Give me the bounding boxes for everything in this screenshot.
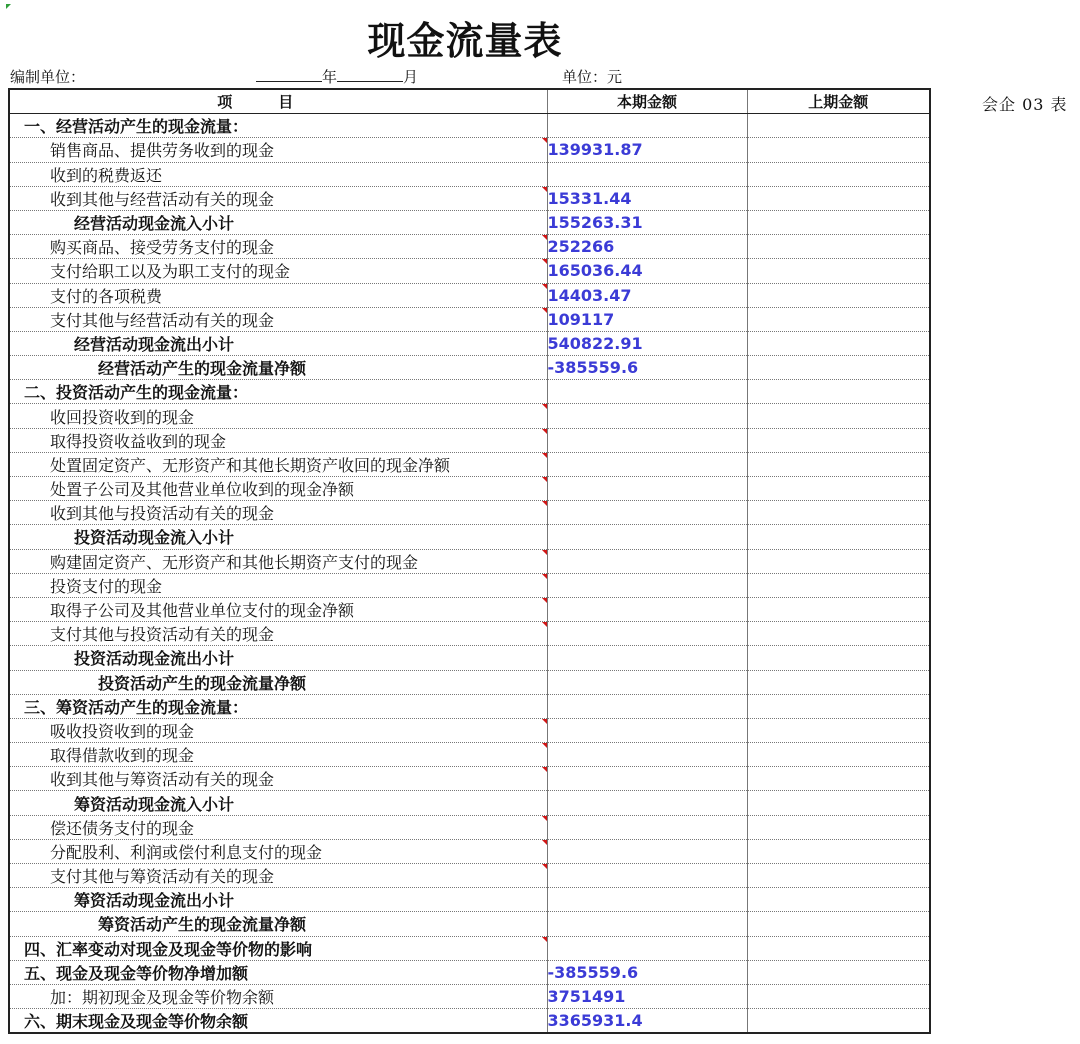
previous-amount-cell[interactable] <box>747 186 930 210</box>
previous-amount-cell[interactable] <box>747 356 930 380</box>
current-amount-cell[interactable] <box>547 743 747 767</box>
previous-amount-cell[interactable] <box>747 984 930 1008</box>
comment-indicator-icon[interactable] <box>542 550 547 555</box>
comment-indicator-icon[interactable] <box>542 501 547 506</box>
current-amount-cell[interactable] <box>547 670 747 694</box>
previous-amount-cell[interactable] <box>747 259 930 283</box>
item-label: 投资支付的现金 <box>50 576 163 596</box>
previous-amount-cell[interactable] <box>747 767 930 791</box>
previous-amount-cell[interactable] <box>747 694 930 718</box>
item-cell[interactable] <box>9 718 547 742</box>
comment-indicator-icon[interactable] <box>542 235 547 240</box>
current-amount-cell[interactable] <box>547 864 747 888</box>
item-label: 投资活动产生的现金流量净额 <box>98 673 307 693</box>
item-cell[interactable] <box>9 549 547 573</box>
table-row <box>9 114 930 138</box>
current-amount-cell[interactable] <box>547 162 747 186</box>
current-amount-cell[interactable] <box>547 622 747 646</box>
item-label: 三、筹资活动产生的现金流量： <box>24 697 249 717</box>
table-row <box>9 622 930 646</box>
current-amount-cell[interactable]: 165036.44 <box>547 259 747 283</box>
previous-amount-cell[interactable] <box>747 210 930 234</box>
table-row <box>9 380 930 404</box>
item-label: 收到的税费返还 <box>50 165 163 185</box>
item-cell[interactable] <box>9 235 547 259</box>
current-amount-cell[interactable] <box>547 501 747 525</box>
table-row <box>9 888 930 912</box>
current-amount-cell[interactable] <box>547 791 747 815</box>
previous-amount-cell[interactable] <box>747 380 930 404</box>
table-row <box>9 307 930 331</box>
item-cell[interactable] <box>9 114 547 138</box>
previous-amount-cell[interactable] <box>747 501 930 525</box>
item-label: 偿还债务支付的现金 <box>50 818 195 838</box>
item-cell[interactable] <box>9 525 547 549</box>
item-label: 投资活动现金流出小计 <box>74 649 235 669</box>
item-cell[interactable] <box>9 501 547 525</box>
current-amount-cell[interactable] <box>547 477 747 501</box>
table-row <box>9 1009 930 1034</box>
table-row <box>9 186 930 210</box>
form-code-label: 会企 03 表 <box>982 95 1068 114</box>
previous-amount-cell[interactable] <box>747 936 930 960</box>
table-row <box>9 428 930 452</box>
table-row <box>9 694 930 718</box>
table-row <box>9 573 930 597</box>
item-cell[interactable] <box>9 573 547 597</box>
item-cell[interactable] <box>9 162 547 186</box>
table-header-row <box>9 89 930 114</box>
item-cell[interactable] <box>9 743 547 767</box>
item-cell[interactable] <box>9 815 547 839</box>
comment-indicator-icon[interactable] <box>542 259 547 264</box>
current-amount-cell[interactable]: 109117 <box>547 307 747 331</box>
current-amount-cell[interactable] <box>547 767 747 791</box>
header-item[interactable]: 项目 <box>9 89 547 114</box>
item-label: 取得投资收益收到的现金 <box>50 431 227 451</box>
item-label: 购建固定资产、无形资产和其他长期资产支付的现金 <box>50 552 419 572</box>
current-amount-cell[interactable] <box>547 815 747 839</box>
item-cell[interactable] <box>9 477 547 501</box>
comment-indicator-icon[interactable] <box>542 453 547 458</box>
current-amount-cell[interactable]: 540822.91 <box>547 331 747 355</box>
cash-flow-table <box>8 88 931 1034</box>
item-cell[interactable] <box>9 138 547 162</box>
comment-indicator-icon[interactable] <box>542 477 547 482</box>
current-amount-cell[interactable]: -385559.6 <box>547 960 747 984</box>
previous-amount-cell[interactable] <box>747 743 930 767</box>
table-row <box>9 815 930 839</box>
year-label: 年 <box>322 68 338 86</box>
previous-amount-cell[interactable] <box>747 162 930 186</box>
item-label: 取得子公司及其他营业单位支付的现金净额 <box>50 601 355 621</box>
item-label: 投资活动现金流入小计 <box>74 528 235 548</box>
comment-indicator-icon[interactable] <box>542 816 547 821</box>
current-amount-cell[interactable]: 155263.31 <box>547 210 747 234</box>
current-amount-cell[interactable]: 3365931.4 <box>547 1009 747 1034</box>
month-label: 月 <box>403 68 419 86</box>
current-amount-cell[interactable] <box>547 936 747 960</box>
table-row <box>9 138 930 162</box>
comment-indicator-icon[interactable] <box>542 937 547 942</box>
table-row <box>9 670 930 694</box>
item-cell[interactable] <box>9 210 547 234</box>
table-row <box>9 960 930 984</box>
current-amount-cell[interactable] <box>547 404 747 428</box>
item-label: 收到其他与筹资活动有关的现金 <box>50 770 275 790</box>
item-cell[interactable] <box>9 283 547 307</box>
comment-indicator-icon[interactable] <box>542 284 547 289</box>
item-label: 支付给职工以及为职工支付的现金 <box>50 262 291 282</box>
item-cell[interactable] <box>9 670 547 694</box>
item-label: 支付其他与筹资活动有关的现金 <box>50 867 275 887</box>
item-label: 六、期末现金及现金等价物余额 <box>24 1012 249 1032</box>
current-amount-cell[interactable] <box>547 597 747 621</box>
prepared-by-label: 编制单位： <box>10 68 86 86</box>
item-label: 销售商品、提供劳务收到的现金 <box>50 141 275 161</box>
current-amount-cell[interactable]: -385559.6 <box>547 356 747 380</box>
table-row <box>9 912 930 936</box>
header-previous-period[interactable]: 上期金额 <box>747 89 930 114</box>
item-cell[interactable] <box>9 936 547 960</box>
previous-amount-cell[interactable] <box>747 477 930 501</box>
item-cell[interactable] <box>9 597 547 621</box>
previous-amount-cell[interactable] <box>747 597 930 621</box>
item-label: 一、经营活动产生的现金流量： <box>24 117 249 137</box>
previous-amount-cell[interactable] <box>747 670 930 694</box>
previous-amount-cell[interactable] <box>747 114 930 138</box>
comment-indicator-icon[interactable] <box>542 138 547 143</box>
current-amount-cell[interactable] <box>547 573 747 597</box>
comment-indicator-icon[interactable] <box>542 429 547 434</box>
item-cell[interactable] <box>9 646 547 670</box>
period-date <box>256 66 418 87</box>
item-cell[interactable] <box>9 622 547 646</box>
item-cell[interactable] <box>9 912 547 936</box>
previous-amount-cell[interactable] <box>747 404 930 428</box>
current-amount-cell[interactable] <box>547 380 747 404</box>
corner-fill-marker <box>6 4 11 9</box>
current-amount-cell[interactable] <box>547 428 747 452</box>
table-row <box>9 235 930 259</box>
table-row <box>9 839 930 863</box>
month-blank[interactable] <box>337 67 403 82</box>
table-row <box>9 162 930 186</box>
current-amount-cell[interactable] <box>547 839 747 863</box>
item-label: 支付其他与投资活动有关的现金 <box>50 625 275 645</box>
comment-indicator-icon[interactable] <box>542 574 547 579</box>
table-row <box>9 864 930 888</box>
current-amount-cell[interactable]: 14403.47 <box>547 283 747 307</box>
item-label: 收回投资收到的现金 <box>50 407 195 427</box>
table-row <box>9 501 930 525</box>
table-row <box>9 743 930 767</box>
item-cell[interactable] <box>9 186 547 210</box>
item-cell[interactable] <box>9 694 547 718</box>
item-label: 加：期初现金及现金等价物余额 <box>50 988 275 1008</box>
previous-amount-cell[interactable] <box>747 864 930 888</box>
comment-indicator-icon[interactable] <box>542 308 547 313</box>
item-cell[interactable] <box>9 984 547 1008</box>
item-label: 经营活动现金流入小计 <box>74 214 235 234</box>
previous-amount-cell[interactable] <box>747 331 930 355</box>
current-amount-cell[interactable]: 3751491 <box>547 984 747 1008</box>
comment-indicator-icon[interactable] <box>542 864 547 869</box>
previous-amount-cell[interactable] <box>747 1009 930 1034</box>
current-amount-cell[interactable] <box>547 452 747 476</box>
current-amount-cell[interactable]: 252266 <box>547 235 747 259</box>
item-label: 处置固定资产、无形资产和其他长期资产收回的现金净额 <box>50 455 451 475</box>
item-cell[interactable] <box>9 428 547 452</box>
item-label: 筹资活动产生的现金流量净额 <box>98 915 307 935</box>
item-label: 支付其他与经营活动有关的现金 <box>50 310 275 330</box>
previous-amount-cell[interactable] <box>747 718 930 742</box>
item-label: 筹资活动现金流入小计 <box>74 794 235 814</box>
item-label: 支付的各项税费 <box>50 286 163 306</box>
table-row <box>9 331 930 355</box>
table-row <box>9 791 930 815</box>
comment-indicator-icon[interactable] <box>542 719 547 724</box>
comment-indicator-icon[interactable] <box>542 743 547 748</box>
item-label: 筹资活动现金流出小计 <box>74 891 235 911</box>
previous-amount-cell[interactable] <box>747 428 930 452</box>
current-amount-cell[interactable]: 15331.44 <box>547 186 747 210</box>
previous-amount-cell[interactable] <box>747 622 930 646</box>
item-cell[interactable] <box>9 356 547 380</box>
item-cell[interactable] <box>9 864 547 888</box>
table-row <box>9 984 930 1008</box>
item-label: 经营活动现金流出小计 <box>74 334 235 354</box>
previous-amount-cell[interactable] <box>747 452 930 476</box>
table-row <box>9 452 930 476</box>
current-amount-cell[interactable]: 139931.87 <box>547 138 747 162</box>
table-row <box>9 597 930 621</box>
table-row <box>9 718 930 742</box>
item-label: 经营活动产生的现金流量净额 <box>98 359 307 379</box>
table-row <box>9 283 930 307</box>
comment-indicator-icon[interactable] <box>542 598 547 603</box>
item-cell[interactable] <box>9 960 547 984</box>
previous-amount-cell[interactable] <box>747 307 930 331</box>
item-cell[interactable] <box>9 404 547 428</box>
current-amount-cell[interactable] <box>547 114 747 138</box>
previous-amount-cell[interactable] <box>747 138 930 162</box>
comment-indicator-icon[interactable] <box>542 622 547 627</box>
previous-amount-cell[interactable] <box>747 646 930 670</box>
item-cell[interactable] <box>9 307 547 331</box>
item-label: 吸收投资收到的现金 <box>50 721 195 741</box>
table-row <box>9 259 930 283</box>
comment-indicator-icon[interactable] <box>542 767 547 772</box>
header-current-period[interactable]: 本期金额 <box>547 89 747 114</box>
item-label: 处置子公司及其他营业单位收到的现金净额 <box>50 480 355 500</box>
item-cell[interactable] <box>9 791 547 815</box>
previous-amount-cell[interactable] <box>747 525 930 549</box>
current-amount-cell[interactable] <box>547 888 747 912</box>
year-blank[interactable] <box>256 67 322 82</box>
current-amount-cell[interactable] <box>547 694 747 718</box>
table-row <box>9 525 930 549</box>
previous-amount-cell[interactable] <box>747 839 930 863</box>
item-label: 分配股利、利润或偿付利息支付的现金 <box>50 842 323 862</box>
item-cell[interactable] <box>9 331 547 355</box>
currency-unit-label: 单位：元 <box>562 68 623 86</box>
current-amount-cell[interactable] <box>547 646 747 670</box>
previous-amount-cell[interactable] <box>747 283 930 307</box>
previous-amount-cell[interactable] <box>747 912 930 936</box>
item-label: 收到其他与投资活动有关的现金 <box>50 504 275 524</box>
item-label: 收到其他与经营活动有关的现金 <box>50 189 275 209</box>
comment-indicator-icon[interactable] <box>542 404 547 409</box>
previous-amount-cell[interactable] <box>747 573 930 597</box>
previous-amount-cell[interactable] <box>747 235 930 259</box>
item-label: 四、汇率变动对现金及现金等价物的影响 <box>24 939 313 959</box>
previous-amount-cell[interactable] <box>747 549 930 573</box>
previous-amount-cell[interactable] <box>747 791 930 815</box>
table-row <box>9 549 930 573</box>
item-label: 二、投资活动产生的现金流量： <box>24 383 249 403</box>
table-row <box>9 356 930 380</box>
page-title: 现金流量表 <box>367 18 563 63</box>
table-row <box>9 767 930 791</box>
table-row <box>9 210 930 234</box>
current-amount-cell[interactable] <box>547 549 747 573</box>
previous-amount-cell[interactable] <box>747 815 930 839</box>
item-cell[interactable] <box>9 839 547 863</box>
table-row <box>9 936 930 960</box>
item-cell[interactable] <box>9 380 547 404</box>
previous-amount-cell[interactable] <box>747 888 930 912</box>
table-row <box>9 404 930 428</box>
item-cell[interactable] <box>9 259 547 283</box>
comment-indicator-icon[interactable] <box>542 840 547 845</box>
current-amount-cell[interactable] <box>547 525 747 549</box>
item-cell[interactable] <box>9 452 547 476</box>
comment-indicator-icon[interactable] <box>542 187 547 192</box>
item-label: 五、现金及现金等价物净增加额 <box>24 963 249 983</box>
item-cell[interactable] <box>9 1009 547 1034</box>
item-cell[interactable] <box>9 767 547 791</box>
previous-amount-cell[interactable] <box>747 960 930 984</box>
table-row <box>9 646 930 670</box>
current-amount-cell[interactable] <box>547 718 747 742</box>
table-row <box>9 477 930 501</box>
item-label: 取得借款收到的现金 <box>50 746 195 766</box>
item-cell[interactable] <box>9 888 547 912</box>
current-amount-cell[interactable] <box>547 912 747 936</box>
item-label: 购买商品、接受劳务支付的现金 <box>50 238 275 258</box>
